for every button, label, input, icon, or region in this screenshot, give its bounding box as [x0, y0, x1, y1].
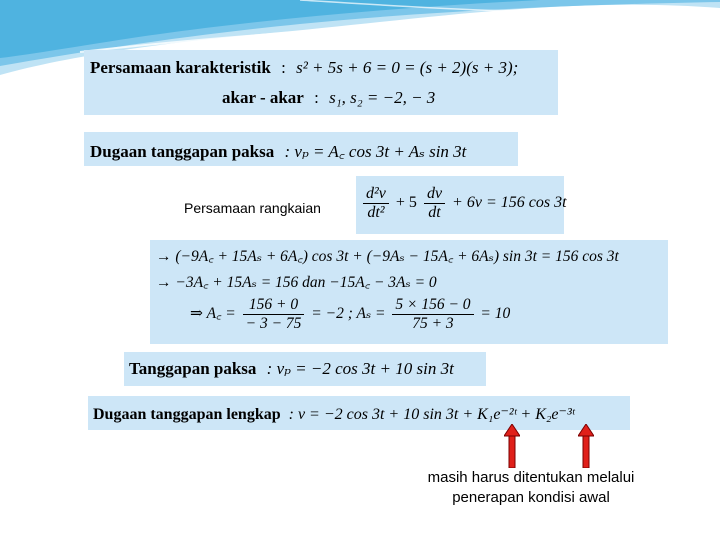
plus-five-term: + 5 — [395, 194, 417, 212]
ac-fraction — [243, 296, 305, 333]
dt2-denominator: dt² — [367, 204, 385, 221]
d2v-dt2-fraction — [363, 185, 389, 222]
forced-response-expression: : vₚ = −2 cos 3t + 10 sin 3t — [266, 359, 454, 378]
dv-dt-fraction — [424, 185, 445, 222]
dv-numerator: dv — [424, 185, 445, 204]
forced-guess-box — [84, 132, 518, 166]
as-result: = 10 — [480, 305, 511, 323]
complete-guess-box — [88, 396, 630, 430]
forced-guess-expression: : vₚ = A꜀ cos 3t + Aₛ sin 3t — [284, 142, 467, 161]
circuit-eq-rest: + 6v = 156 cos 3t — [452, 194, 567, 212]
forced-guess-label: Dugaan tanggapan paksa — [90, 142, 275, 161]
initial-condition-note — [396, 468, 666, 508]
char-eq-label: Persamaan karakteristik — [90, 58, 271, 77]
note-line-1: masih harus ditentukan melalui — [427, 469, 635, 486]
solution-box — [150, 240, 668, 344]
char-eq-colon: : — [281, 58, 286, 77]
d2v-numerator: d²v — [363, 185, 389, 204]
forced-response-box — [124, 352, 486, 386]
dt-denominator: dt — [428, 204, 441, 221]
as-fraction — [392, 296, 473, 333]
forced-response-label: Tanggapan paksa — [129, 359, 257, 378]
solution-line-2: → −3A꜀ + 15Aₛ = 156 dan −15A꜀ − 3Aₛ = 0 — [156, 274, 437, 291]
as-denominator: 75 + 3 — [412, 315, 454, 332]
ac-numerator: 156 + 0 — [243, 296, 305, 315]
solution-line-3 — [190, 296, 510, 333]
as-numerator: 5 × 156 − 0 — [392, 296, 473, 315]
char-eq-expression: s² + 5s + 6 = 0 = (s + 2)(s + 3); — [296, 58, 519, 77]
ac-result: = −2 ; Aₛ = — [311, 305, 386, 323]
complete-guess-label: Dugaan tanggapan lengkap — [93, 406, 281, 423]
arrow-up-k1-icon — [504, 424, 520, 468]
characteristic-equation-box — [84, 50, 558, 115]
complete-guess-expression: : v = −2 cos 3t + 10 sin 3t + K₁e⁻²ᵗ + K₂e⁻³ᵗ — [288, 406, 575, 423]
roots-label: akar - akar — [222, 88, 304, 107]
circuit-equation-box — [356, 176, 567, 234]
ac-denominator: − 3 − 75 — [245, 315, 302, 332]
circuit-equation-label: Persamaan rangkaian — [184, 200, 321, 216]
solution-line-1: → (−9A꜀ + 15Aₛ + 6A꜀) cos 3t + (−9Aₛ − 15A꜀ + 6Aₛ) sin 3t = 156 cos 3t — [156, 248, 619, 265]
arrow-up-k2-icon — [578, 424, 594, 468]
ac-prefix: ⇒ A꜀ = — [190, 305, 236, 323]
roots-expression: s₁, s₂ = −2, − 3 — [329, 88, 436, 107]
roots-colon: : — [314, 88, 319, 107]
note-line-2: penerapan kondisi awal — [452, 489, 610, 506]
